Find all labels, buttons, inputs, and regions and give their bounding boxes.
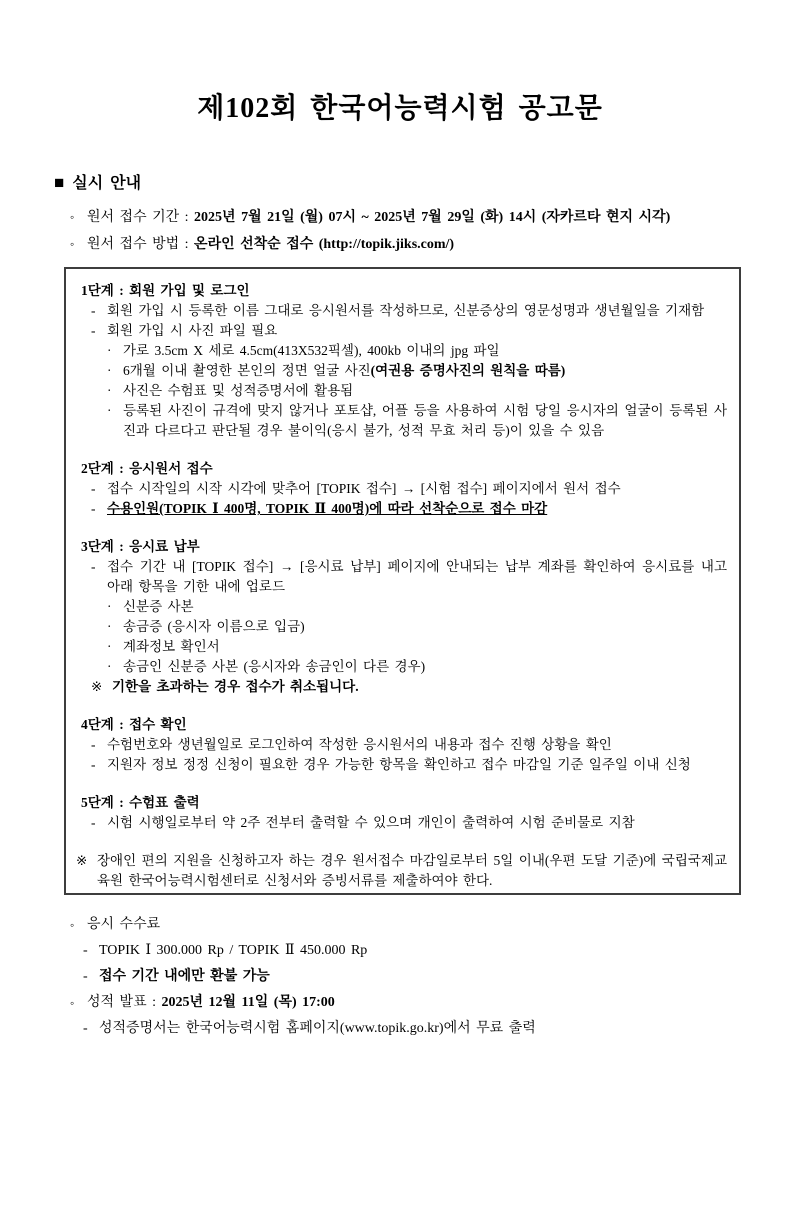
text-segment: 2025년 12월 11일 (목) 17:00 (161, 995, 335, 1010)
text-segment: 가로 3.5cm X 세로 4.5cm(413X532픽셀), 400kb 이내의 jpg 파일 (123, 343, 500, 358)
step-3-item (76, 657, 727, 677)
text-segment: 성적증명서는 한국어능력시험 홈페이지(www.topik.go.kr)에서 무료 출력 (99, 1021, 536, 1036)
line-text (107, 755, 727, 775)
bullet-marker: - (91, 501, 96, 516)
step-1-item (76, 361, 727, 381)
step-3-item (76, 677, 727, 697)
text-segment: 시험 시행일로부터 약 2주 전부터 출력할 수 있으며 개인이 출력하여 시험 준비물로 지참 (107, 815, 635, 830)
text-segment: 신분증 사본 (123, 599, 194, 614)
line-text (123, 341, 727, 361)
bullet-marker: - (91, 303, 96, 318)
step-1-item (76, 401, 727, 441)
line-text (87, 912, 770, 938)
step-4-item (76, 735, 727, 755)
step-3-item (76, 597, 727, 617)
bullet-marker: · (107, 343, 112, 358)
bullet-marker: ※ (91, 679, 103, 694)
line-text (123, 617, 727, 637)
step-2-heading: 2단계 : 응시원서 접수 (81, 461, 213, 476)
text-segment: (여권용 증명사진의 원칙을 따름) (370, 363, 566, 378)
bullet-marker: · (107, 383, 112, 398)
text-segment: 접수 시작일의 시작 시각에 맞추어 [TOPIK 접수] → [시험 접수] 페이지에서 원서 접수 (107, 481, 621, 496)
bullet-marker: ◦ (70, 210, 75, 224)
line-text (99, 964, 770, 990)
line-text (107, 813, 727, 833)
intro-bullet-list (70, 204, 770, 258)
bullet-marker: · (107, 639, 112, 654)
line-text (107, 557, 727, 597)
bullet-marker: · (107, 619, 112, 634)
text-segment: 수용인원(TOPIK Ⅰ 400명, TOPIK Ⅱ 400명)에 따라 선착순으로 접수 마감 (107, 501, 548, 516)
line-text (107, 735, 727, 755)
text-segment: 계좌정보 확인서 (123, 639, 220, 654)
line-text (123, 401, 727, 441)
step-2-item (76, 499, 727, 519)
step-1-item (76, 341, 727, 361)
line-text (112, 677, 727, 697)
text-segment: 접수 기간 내 [TOPIK 접수] → [응시료 납부] 페이지에 안내되는 납부 계좌를 확인하여 응시료를 내고 아래 항목을 기한 내에 업로드 (107, 559, 727, 594)
step-1-item (76, 321, 727, 341)
section-heading (54, 170, 800, 193)
intro-bullet-1 (70, 204, 770, 231)
step-3-item (76, 637, 727, 657)
line-text (123, 657, 727, 677)
text-segment: 기한을 초과하는 경우 접수가 취소됩니다. (112, 679, 359, 694)
step-2-item (76, 479, 727, 499)
bullet-marker: · (107, 659, 112, 674)
section-heading-label: 실시 안내 (72, 175, 142, 192)
line-text (123, 637, 727, 657)
text-segment: 사진은 수험표 및 성적증명서에 활용됨 (123, 383, 354, 398)
bullet-marker: - (91, 323, 96, 338)
bullet-marker: · (107, 363, 112, 378)
step-1 (76, 281, 727, 441)
fees-results-line-2 (70, 938, 770, 964)
step-4 (76, 715, 727, 775)
text-segment: 접수 기간 내에만 환불 가능 (99, 969, 270, 984)
text-segment: 2025년 7월 21일 (월) 07시 ~ 2025년 7월 29일 (화) 14시 (자카르타 현지 시각) (194, 210, 671, 225)
announcement-page (0, 86, 800, 1217)
text-segment: 온라인 선착순 접수 (http://topik.jiks.com/) (194, 237, 455, 252)
text-segment: 원서 접수 기간 : (87, 210, 195, 225)
bullet-marker: ◦ (70, 237, 75, 251)
line-text (107, 499, 727, 519)
line-text (107, 321, 727, 341)
step-1-item (76, 301, 727, 321)
step-4-item (76, 755, 727, 775)
line-text (123, 381, 727, 401)
text-segment: 등록된 사진이 규격에 맞지 않거나 포토샵, 어플 등을 사용하여 시험 당일 응시자의 얼굴이 등록된 사진과 다르다고 판단될 경우 불이익(응시 불가, 성적 무효 처리 등)이 있을 수 있음 (123, 403, 727, 438)
text-segment: 회원 가입 시 등록한 이름 그대로 응시원서를 작성하므로, 신분증상의 영문성명과 생년월일을 기재함 (107, 303, 705, 318)
bullet-marker: · (107, 599, 112, 614)
step-4-heading: 4단계 : 접수 확인 (81, 717, 187, 732)
line-text (87, 204, 770, 231)
bullet-marker: ※ (76, 853, 88, 868)
text-segment: 송금인 신분증 사본 (응시자와 송금인이 다른 경우) (123, 659, 426, 674)
bullet-marker: - (91, 815, 96, 830)
step-1-heading: 1단계 : 회원 가입 및 로그인 (81, 283, 250, 298)
step-3-heading: 3단계 : 응시료 납부 (81, 539, 200, 554)
line-text (107, 301, 727, 321)
fees-results-line-1 (70, 912, 770, 938)
bullet-marker: - (91, 757, 96, 772)
step-5-heading: 5단계 : 수험표 출력 (81, 795, 200, 810)
text-segment: 6개월 이내 촬영한 본인의 정면 얼굴 사진 (123, 363, 371, 378)
text-segment: 송금증 (응시자 이름으로 입금) (123, 619, 305, 634)
step-2 (76, 459, 727, 519)
application-steps-box (64, 267, 741, 895)
fees-results-line-3 (70, 964, 770, 990)
text-segment: 장애인 편의 지원을 신청하고자 하는 경우 원서접수 마감일로부터 5일 이내(우편 도달 기준)에 국립국제교육원 한국어능력시험센터로 신청서와 증빙서류를 제출하여야 한다. (97, 853, 727, 888)
bullet-marker: - (91, 559, 96, 574)
step-3 (76, 537, 727, 697)
step-3-item (76, 557, 727, 597)
disability-support-footnote (76, 851, 727, 891)
bullet-marker: - (91, 481, 96, 496)
black-square-bullet-icon: ■ (54, 173, 65, 192)
bullet-marker: ◦ (70, 996, 75, 1010)
text-segment: TOPIK Ⅰ 300.000 Rp / TOPIK Ⅱ 450.000 Rp (99, 943, 368, 958)
step-3-item (76, 617, 727, 637)
bullet-marker: - (83, 1021, 88, 1036)
text-segment: 지원자 정보 정정 신청이 필요한 경우 가능한 항목을 확인하고 접수 마감일 기준 일주일 이내 신청 (107, 757, 691, 772)
text-segment: 성적 발표 : (87, 995, 162, 1010)
fees-results-line-5 (70, 1016, 770, 1042)
text-segment: 원서 접수 방법 : (87, 237, 195, 252)
line-text (99, 938, 770, 964)
text-segment: 회원 가입 시 사진 파일 필요 (107, 323, 278, 338)
text-segment: 수험번호와 생년월일로 로그인하여 작성한 응시원서의 내용과 접수 진행 상황을 확인 (107, 737, 612, 752)
line-text (99, 1016, 770, 1042)
line-text (87, 990, 770, 1016)
step-5-item (76, 813, 727, 833)
bullet-marker: · (107, 403, 112, 418)
bullet-marker: - (83, 969, 88, 984)
line-text (123, 361, 727, 381)
text-segment: 응시 수수료 (87, 917, 161, 932)
intro-bullet-2 (70, 231, 770, 258)
line-text (107, 479, 727, 499)
bullet-marker: - (83, 943, 88, 958)
bullet-marker: ◦ (70, 918, 75, 932)
fees-and-results-list (70, 912, 770, 1042)
page-title: 제102회 한국어능력시험 공고문 (197, 93, 603, 124)
step-5 (76, 793, 727, 833)
line-text (97, 851, 727, 891)
step-1-item (76, 381, 727, 401)
line-text (123, 597, 727, 617)
bullet-marker: - (91, 737, 96, 752)
fees-results-line-4 (70, 990, 770, 1016)
line-text (87, 231, 770, 258)
